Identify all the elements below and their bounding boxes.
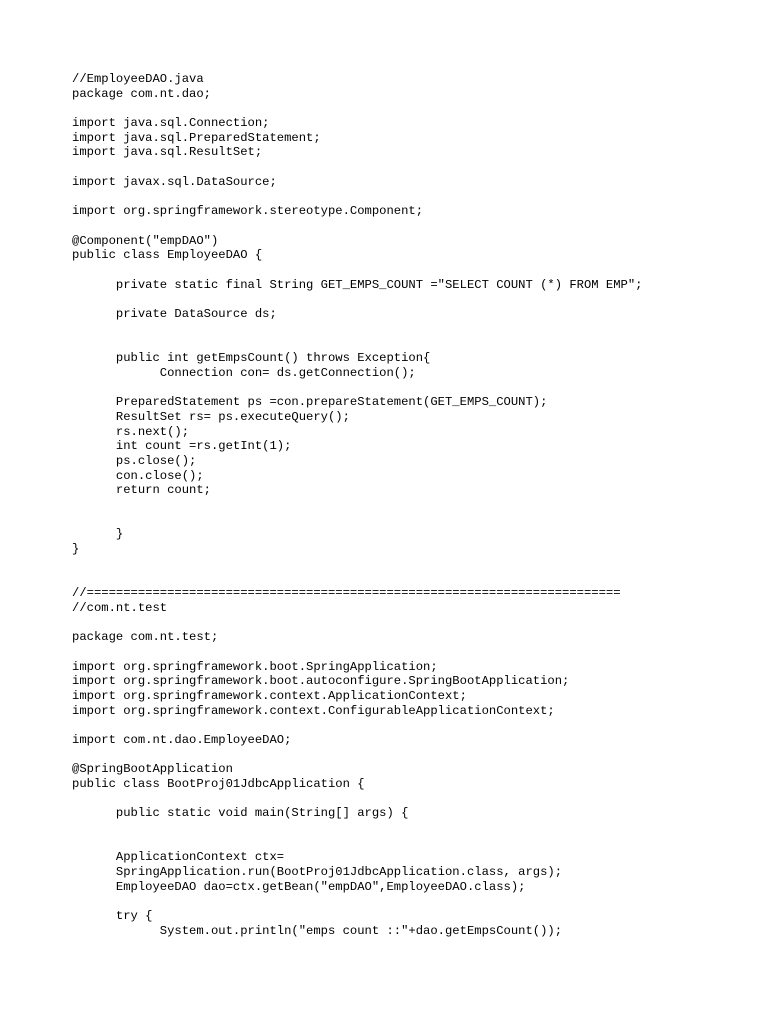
code-line: EmployeeDAO dao=ctx.getBean("empDAO",EmployeeDAO.class); <box>72 879 526 894</box>
code-line <box>72 821 642 836</box>
code-line: import java.sql.Connection; <box>72 116 270 131</box>
code-line: int count =rs.getInt(1); <box>72 439 292 454</box>
code-line: //com.nt.test <box>72 600 168 615</box>
code-line: public class EmployeeDAO { <box>72 248 263 263</box>
code-line: PreparedStatement ps =con.prepareStatement(GET_EMPS_COUNT); <box>72 395 548 410</box>
code-line: @SpringBootApplication <box>72 762 233 777</box>
code-line <box>72 263 642 278</box>
code-line: try { <box>72 909 153 924</box>
code-line: SpringApplication.run(BootProj01JdbcApplication.class, args); <box>72 865 563 880</box>
code-line: import org.springframework.boot.SpringApplication; <box>72 659 438 674</box>
code-line <box>72 836 642 851</box>
code-line <box>72 571 642 586</box>
code-line: import org.springframework.context.ApplicationContext; <box>72 688 467 703</box>
code-line: rs.next(); <box>72 424 190 439</box>
code-line: ResultSet rs= ps.executeQuery(); <box>72 409 350 424</box>
code-line: import org.springframework.context.ConfigurableApplicationContext; <box>72 703 555 718</box>
code-line <box>72 219 642 234</box>
code-line <box>72 792 642 807</box>
code-line: Connection con= ds.getConnection(); <box>72 365 416 380</box>
code-line: //========================================================================= <box>72 586 621 601</box>
code-line: import javax.sql.DataSource; <box>72 174 277 189</box>
code-line: return count; <box>72 483 211 498</box>
code-line <box>72 190 642 205</box>
code-line <box>72 557 642 572</box>
code-line: private DataSource ds; <box>72 307 277 321</box>
code-line: con.close(); <box>72 468 204 483</box>
code-line: import java.sql.PreparedStatement; <box>72 130 321 145</box>
code-line <box>72 513 642 528</box>
code-line <box>72 615 642 630</box>
code-line: System.out.println("emps count ::"+dao.getEmpsCount()); <box>72 923 563 938</box>
code-line <box>72 718 642 733</box>
code-line: ApplicationContext ctx= <box>72 850 285 865</box>
code-line: @Component("empDAO") <box>72 233 219 248</box>
code-line: import org.springframework.stereotype.Component; <box>72 204 424 219</box>
code-line: import org.springframework.boot.autoconfigure.SpringBootApplication; <box>72 674 570 689</box>
code-line: private static final String GET_EMPS_COUNT ="SELECT COUNT (*) FROM EMP"; <box>72 277 643 292</box>
code-line: import java.sql.ResultSet; <box>72 145 263 160</box>
code-line <box>72 380 642 395</box>
code-line: public class BootProj01JdbcApplication { <box>72 777 365 791</box>
code-line <box>72 748 642 763</box>
code-line <box>72 101 642 116</box>
code-line <box>72 160 642 175</box>
code-listing <box>72 72 642 939</box>
code-line: public static void main(String[] args) { <box>72 806 409 821</box>
code-line: package com.nt.test; <box>72 630 219 645</box>
code-line: package com.nt.dao; <box>72 86 211 101</box>
code-line <box>72 498 642 513</box>
code-line: } <box>72 527 124 542</box>
code-line <box>72 645 642 660</box>
code-line: //EmployeeDAO.java <box>72 72 204 86</box>
code-line: import com.nt.dao.EmployeeDAO; <box>72 732 292 747</box>
code-line: ps.close(); <box>72 453 197 468</box>
code-line <box>72 336 642 351</box>
code-line <box>72 292 642 307</box>
code-line <box>72 322 642 337</box>
code-line <box>72 895 642 910</box>
code-line: } <box>72 542 80 556</box>
code-line: public int getEmpsCount() throws Exception{ <box>72 351 431 366</box>
